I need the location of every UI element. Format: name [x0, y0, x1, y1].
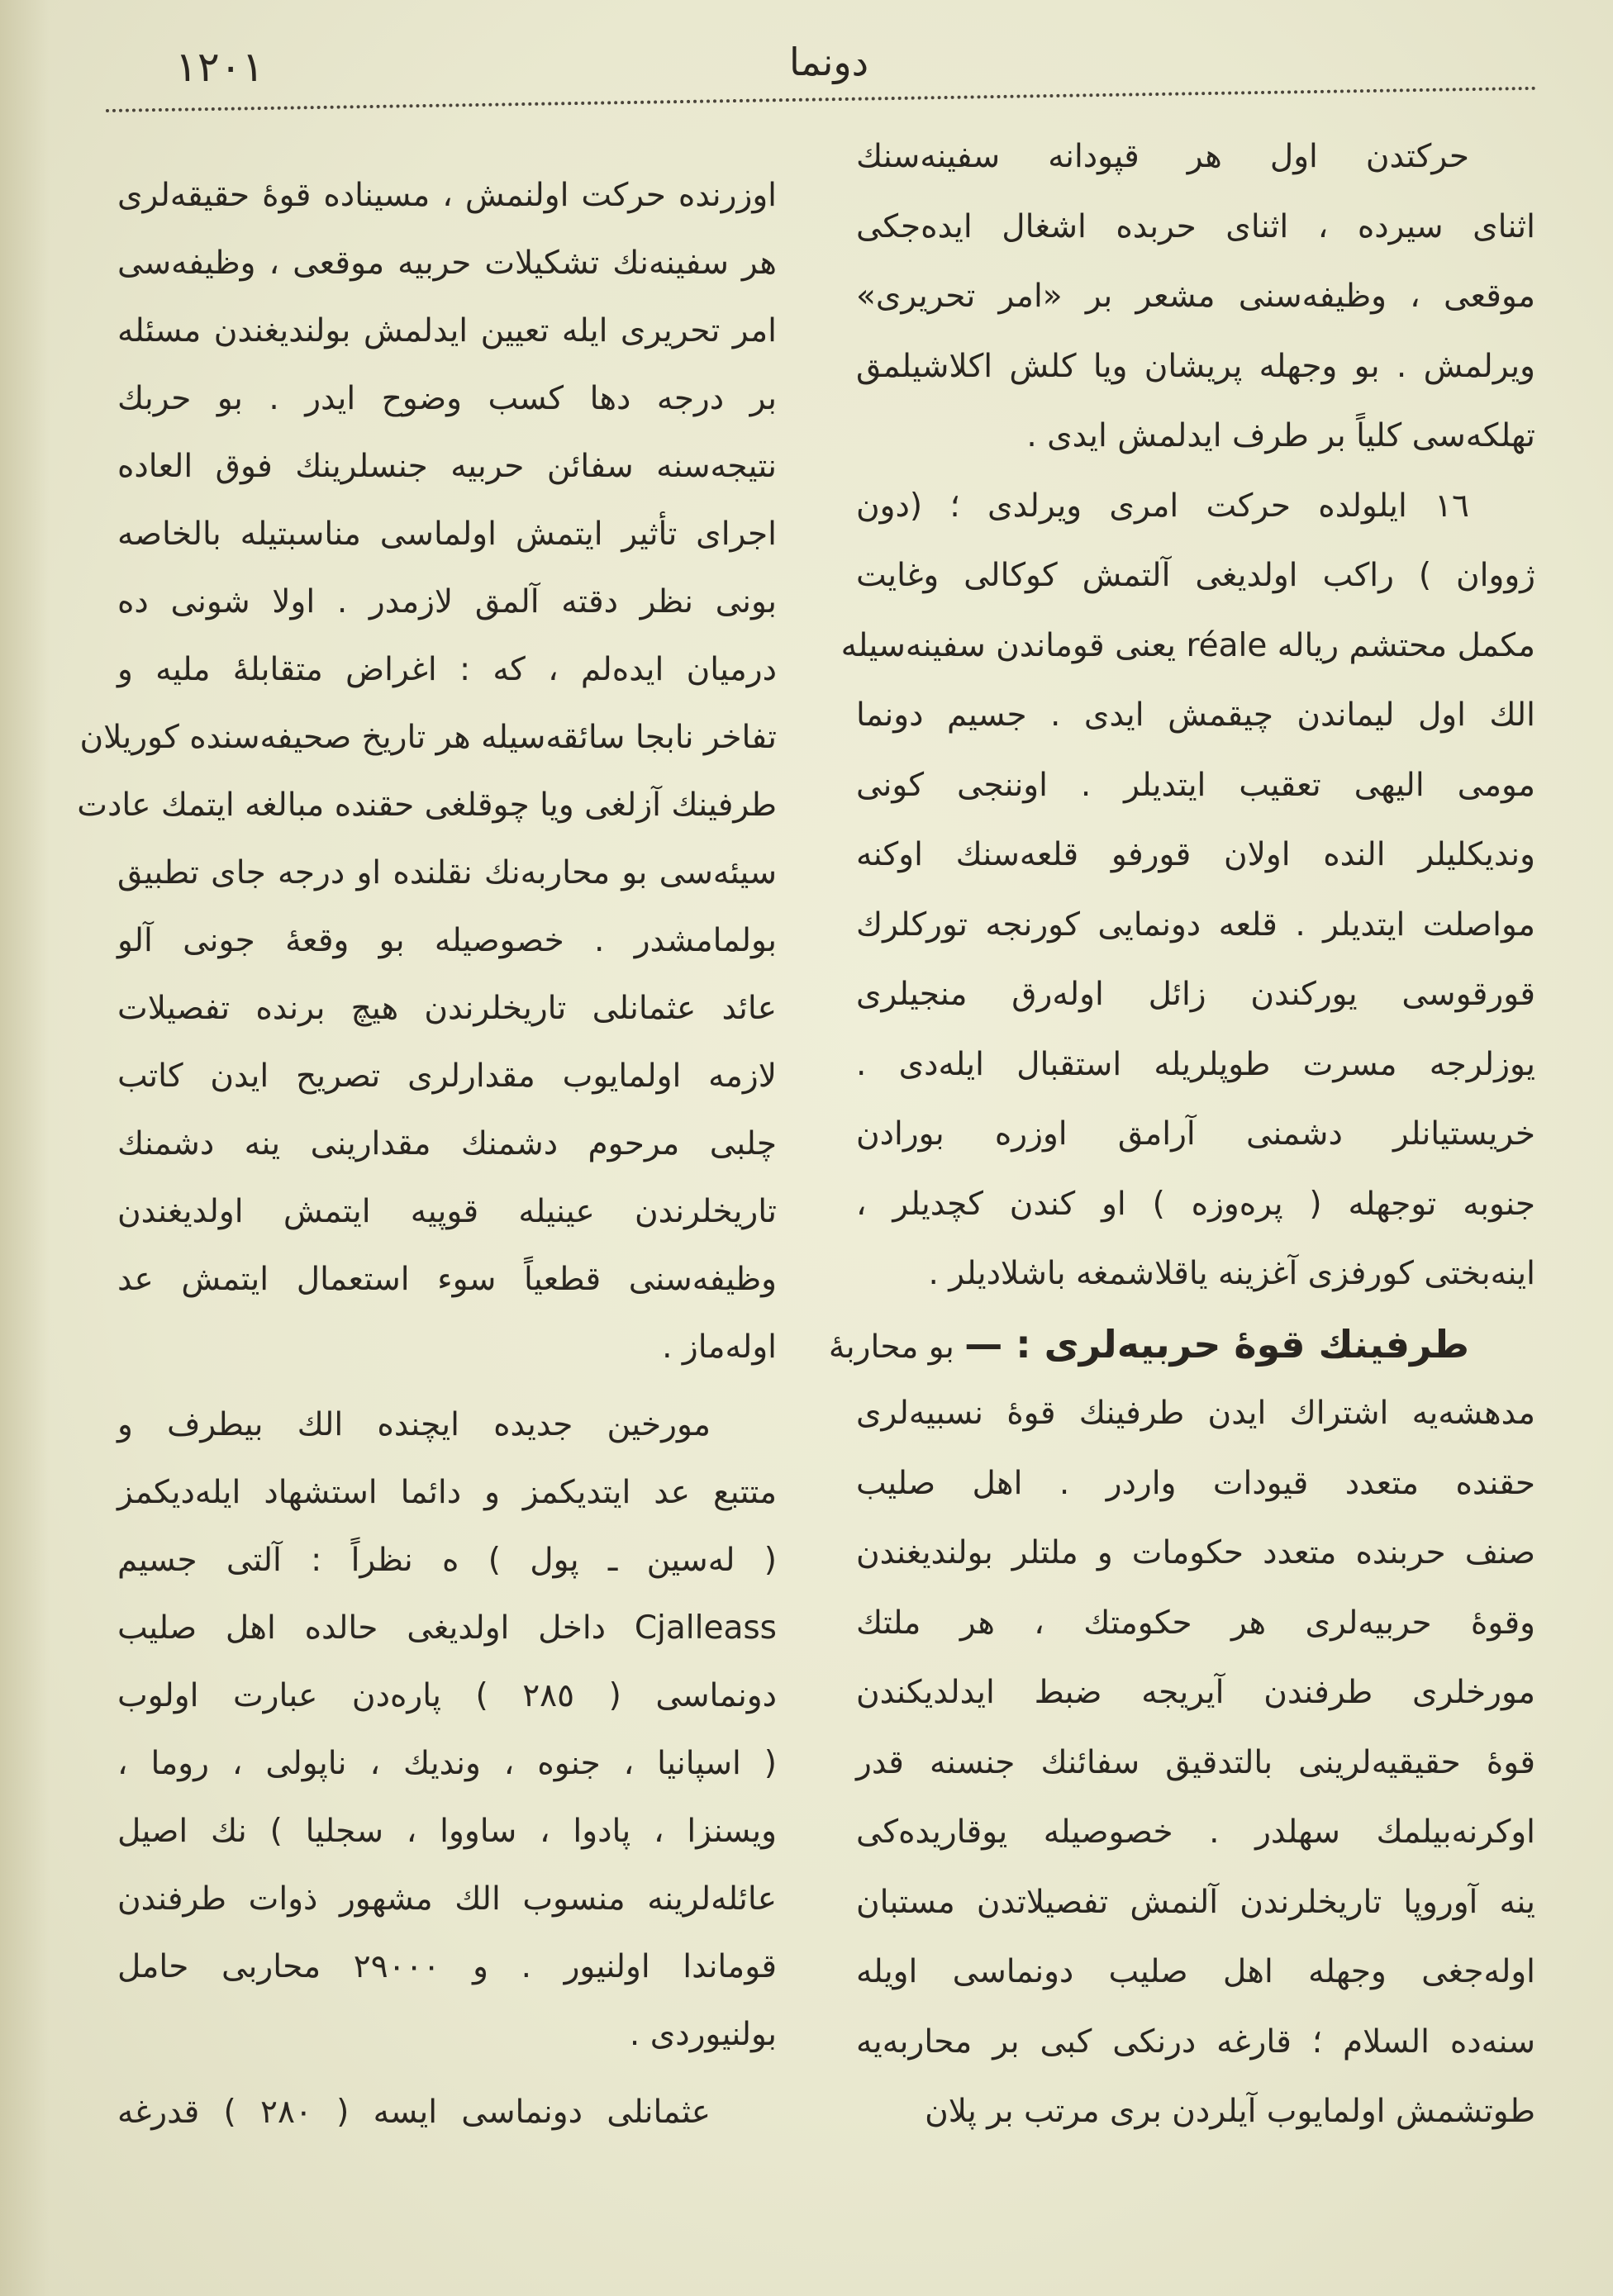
text-line: تفاخر نابجا سائقه‌سیله هر تاریخ صحیفه‌سنده كوریلان [79, 719, 777, 756]
paragraph [828, 1310, 1535, 2147]
text-line: مومی الیهی تعقیب ایتدیلر . اوننجی كونی [856, 766, 1535, 804]
text-line: طرفینك آزلغی ویا چوقلغی حقنده مبالغه ایتمك عادت [77, 787, 777, 824]
text-line: طوتشمش اولمایوب آیلردن بری مرتب بر پلان [925, 2093, 1535, 2130]
text-line: بولمامشدر . خصوصیله بو وقعهٔ جونی آلو [117, 922, 777, 959]
text-line: ١٦ ایلولده حركت امری ویرلدی ؛ (دون [856, 487, 1469, 525]
text-line: قوهٔ حقیقیه‌لرینی بالتدقیق سفائنك جنسنه قدر [856, 1743, 1535, 1781]
text-line: مورخین جدیده ایچنده الك بیطرف و [117, 1406, 711, 1443]
text-line: اثنای سیرده ، اثنای حربده اشغال ایده‌جكی [856, 207, 1535, 245]
text-line: الك اول لیماندن چیقمش ایدی . جسیم دونما [856, 696, 1535, 734]
paragraph [77, 162, 777, 1381]
text-line: لازمه اولمایوب مقدارلری تصریح ایدن كاتب [117, 1058, 777, 1095]
text-line-content: بو محاربهٔ [828, 1328, 954, 1366]
text-line: یوزلرجه مسرت طوپلریله استقبال ایله‌دی . [856, 1045, 1535, 1083]
text-line: ( اسپانیا ، جنوه ، وندیك ، ناپولی ، روما ، [117, 1745, 777, 1782]
text-line: نتیجه‌سنه سفائن حربیه جنسلرینك فوق العاده [117, 448, 777, 485]
text-line: مورخلری طرفندن آیریجه ضبط ایدلدیكندن [856, 1674, 1535, 1711]
text-line: ویرلمش . بو وجهله پریشان ویا كلش اكلاشیلمق [856, 347, 1535, 385]
text-line: ( له‌سین ـ پول ) ه نظراً : آلتی جسیم [117, 1542, 777, 1579]
text-line: امر تحریری ایله تعیین ایدلمش بولندیغندن مسئله [117, 312, 777, 349]
paragraph [117, 1391, 777, 2069]
text-line: هر سفینه‌نك تشكیلات حربیه موقعی ، وظیفه‌سی [117, 245, 777, 282]
text-line: عثمانلی دونماسی ایسه ( ٢٨٠ ) قدرغه [117, 2094, 711, 2131]
text-line: اوله‌ماز . [662, 1329, 777, 1366]
text-line: اجرای تأثیر ایتمش اولماسی مناسبتیله بالخاصه [117, 516, 777, 553]
text-line: جنوبه توجهله ( پره‌وزه ) او كندن كچدیلر ، [856, 1185, 1535, 1223]
text-line: متتبع عد ایتدیكمز و دائما استشهاد ایله‌دیكمز [117, 1474, 777, 1511]
text-line: عائله‌لرینه منسوب الك مشهور ذوات طرفندن [117, 1880, 777, 1918]
text-column-right [828, 122, 1535, 2147]
text-line: اوزرنده حركت اولنمش ، مسیناده قوهٔ حقیقه‌لری [117, 177, 777, 214]
text-line: سنه‌ده السلام ؛ قارغه درنكی كبی بر محاربه‌یه [856, 2023, 1535, 2061]
text-line: درمیان ایده‌لم ، كه : اغراض متقابلهٔ ملیه و [117, 651, 777, 688]
text-line: موقعی ، وظیفه‌سنی مشعر بر «امر تحریری» [856, 278, 1535, 315]
text-line: وندیكلیلر النده اولان قورفو قلعه‌سنك اوكنه [856, 836, 1535, 873]
text-line: وقوهٔ حربیه‌لری هر حكومتك ، هر ملتك [856, 1604, 1535, 1642]
text-line: مواصلت ایتدیلر . قلعه دونمایی كورنجه توركلرك [856, 906, 1535, 944]
text-line: Cjalleass داخل اولدیغی حالده اهل صلیب [117, 1609, 777, 1647]
text-line: صنف حربنده متعدد حكومات و ملتلر بولندیغندن [856, 1534, 1535, 1571]
text-line: چلبی مرحوم دشمنك مقدارینی ینه دشمنك [117, 1125, 777, 1162]
text-line: قوماندا اولنیور . و ٢٩٠٠٠ محاربی حامل [117, 1948, 777, 1985]
header-dotted-rule [106, 87, 1537, 112]
text-line: ژووان ) راكب اولدیغی آلتمش كوكالی وغایت [856, 557, 1535, 594]
text-line: مدهشه‌یه اشتراك ایدن طرفینك قوهٔ نسبیه‌لری [856, 1395, 1535, 1432]
paragraph [840, 472, 1535, 1310]
text-line: سیئه‌سی بو محاربه‌نك نقلنده او درجه جای تطبیق [117, 854, 777, 891]
text-line: بولنیوردی . [629, 2016, 777, 2053]
text-line: مكمل محتشم ریاله réale یعنی قوماندن سفینه‌سیله [840, 626, 1535, 664]
text-line: بر درجه دها كسب وضوح ایدر . بو حربك [117, 380, 777, 417]
text-line: ویسنزا ، پادوا ، ساووا ، سجلیا ) نك اصیل [117, 1813, 777, 1850]
text-line: وظیفه‌سنی قطعیاً سوء استعمال ایتمش عد [117, 1261, 777, 1298]
page-number: ١٢٠١ [175, 43, 264, 91]
text-line: اینه‌بختی كورفزی آغزینه یاقلاشمغه باشلادیلر . [928, 1255, 1535, 1292]
text-column-left [77, 162, 777, 2146]
paragraph [117, 2079, 777, 2146]
text-line: تاریخلرندن عینیله قوپیه ایتمش اولدیغندن [117, 1193, 777, 1230]
text-line: عائد عثمانلی تاریخلرندن هیچ برنده تفصیلات [117, 990, 777, 1027]
text-line: خریستیانلر دشمنی آرامق اوزره بورادن [856, 1115, 1535, 1153]
text-line: حقنده متعدد قیودات واردر . اهل صلیب [856, 1464, 1535, 1502]
section-heading: طرفینك قوهٔ حربیه‌لری : — [964, 1321, 1469, 1367]
text-line [828, 1310, 1535, 1380]
text-line: حركتدن اول هر قپودانه سفینه‌سنك [856, 138, 1469, 175]
paragraph [856, 122, 1535, 472]
text-line: قورقوسی یوركندن زائل اوله‌رق منجیلری [856, 976, 1535, 1013]
text-line: بونی نظر دقته آلمق لازمدر . اولا شونی ده [117, 583, 777, 620]
text-line: اوله‌جغی وجهله اهل صلیب دونماسی اویله [856, 1953, 1535, 1990]
text-line: ینه آوروپا تاریخلرندن آلنمش تفصیلاتدن مستبان [856, 1883, 1535, 1921]
text-line: تهلكه‌سی كلیاً بر طرف ایدلمش ایدی . [1026, 417, 1535, 454]
text-line: اوكرنه‌بیلمك سهلدر . خصوصیله یوقاریده‌كی [856, 1814, 1535, 1851]
text-line: دونماسی ( ٢٨٥ ) پاره‌دن عبارت اولوب [117, 1677, 777, 1714]
page-edge-shadow [0, 0, 50, 2296]
running-title: دونما [789, 40, 869, 84]
